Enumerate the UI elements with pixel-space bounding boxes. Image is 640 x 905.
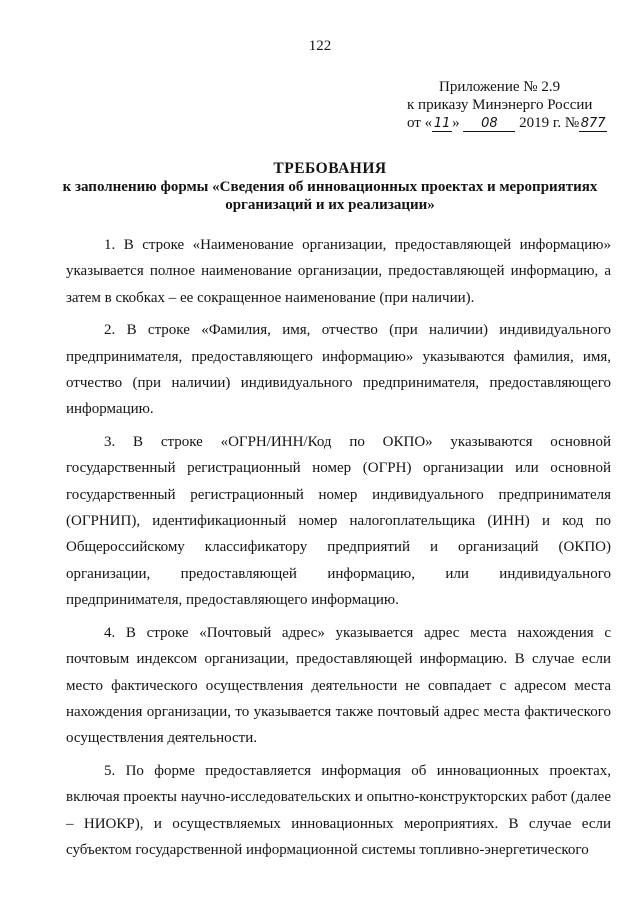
title-heading: ТРЕБОВАНИЯ <box>273 160 387 177</box>
handwritten-month: 08 <box>463 116 515 132</box>
appendix-order-ref: к приказу Минэнерго России <box>407 97 593 113</box>
title-subheading: к заполнению формы «Сведения об инновационных проектах и мероприятиях организаций и их реализации» <box>62 179 598 213</box>
appendix-date-line <box>407 114 607 132</box>
paragraph-5: 5. По форме предоставляется информация об инновационных проектах, включая проекты научно-исследовательских и опытно-конструкторских работ (далее – НИОКР), и осуществляемых инновационных мероприятиях. В случае если субъектом государственной информационной системы топливно-энергетического <box>66 762 611 858</box>
date-mid: » <box>452 115 460 131</box>
date-prefix: от « <box>407 115 433 131</box>
paragraph-1: 1. В строке «Наименование организации, предоставляющей информацию» указывается полное наименование организации, предоставляющей информацию, а затем в скобках – ее сокращенное наименование (при наличии). <box>66 237 611 306</box>
date-year: 2019 г. № <box>519 115 580 131</box>
page-number: 122 <box>308 38 332 54</box>
document-body <box>66 232 611 869</box>
handwritten-order-number: 877 <box>580 116 606 131</box>
document-title <box>60 160 600 214</box>
appendix-title: Приложение № 2.9 <box>439 79 561 95</box>
paragraph-3: 3. В строке «ОГРН/ИНН/Код по ОКПО» указываются основной государственный регистрационный номер (ОГРН) организации или основной государственный регистрационный номер индивидуального предпринимателя (ОГРНИП), идентификационный номер налогоплательщика (ИНН) и код по Общероссийскому классификатору предприятий и организаций (ОКПО) организации, предоставляющей информацию, или индивидуального предпринимателя, предоставляющего информацию. <box>66 433 611 609</box>
handwritten-day: 11 <box>433 116 451 131</box>
paragraph-4: 4. В строке «Почтовый адрес» указывается адрес места нахождения с почтовым индексом организации, предоставляющей информацию. В случае если место фактического осуществления деятельности не совпадает с адресом места нахождения организации, то указывается также почтовый адрес места фактического осуществления деятельности. <box>66 624 611 747</box>
appendix-header <box>407 78 607 132</box>
paragraph-2: 2. В строке «Фамилия, имя, отчество (при наличии) индивидуального предпринимателя, предоставляющего информацию» указываются фамилия, имя, отчество (при наличии) индивидуального предпринимателя, предоставляющего информацию. <box>66 322 611 418</box>
